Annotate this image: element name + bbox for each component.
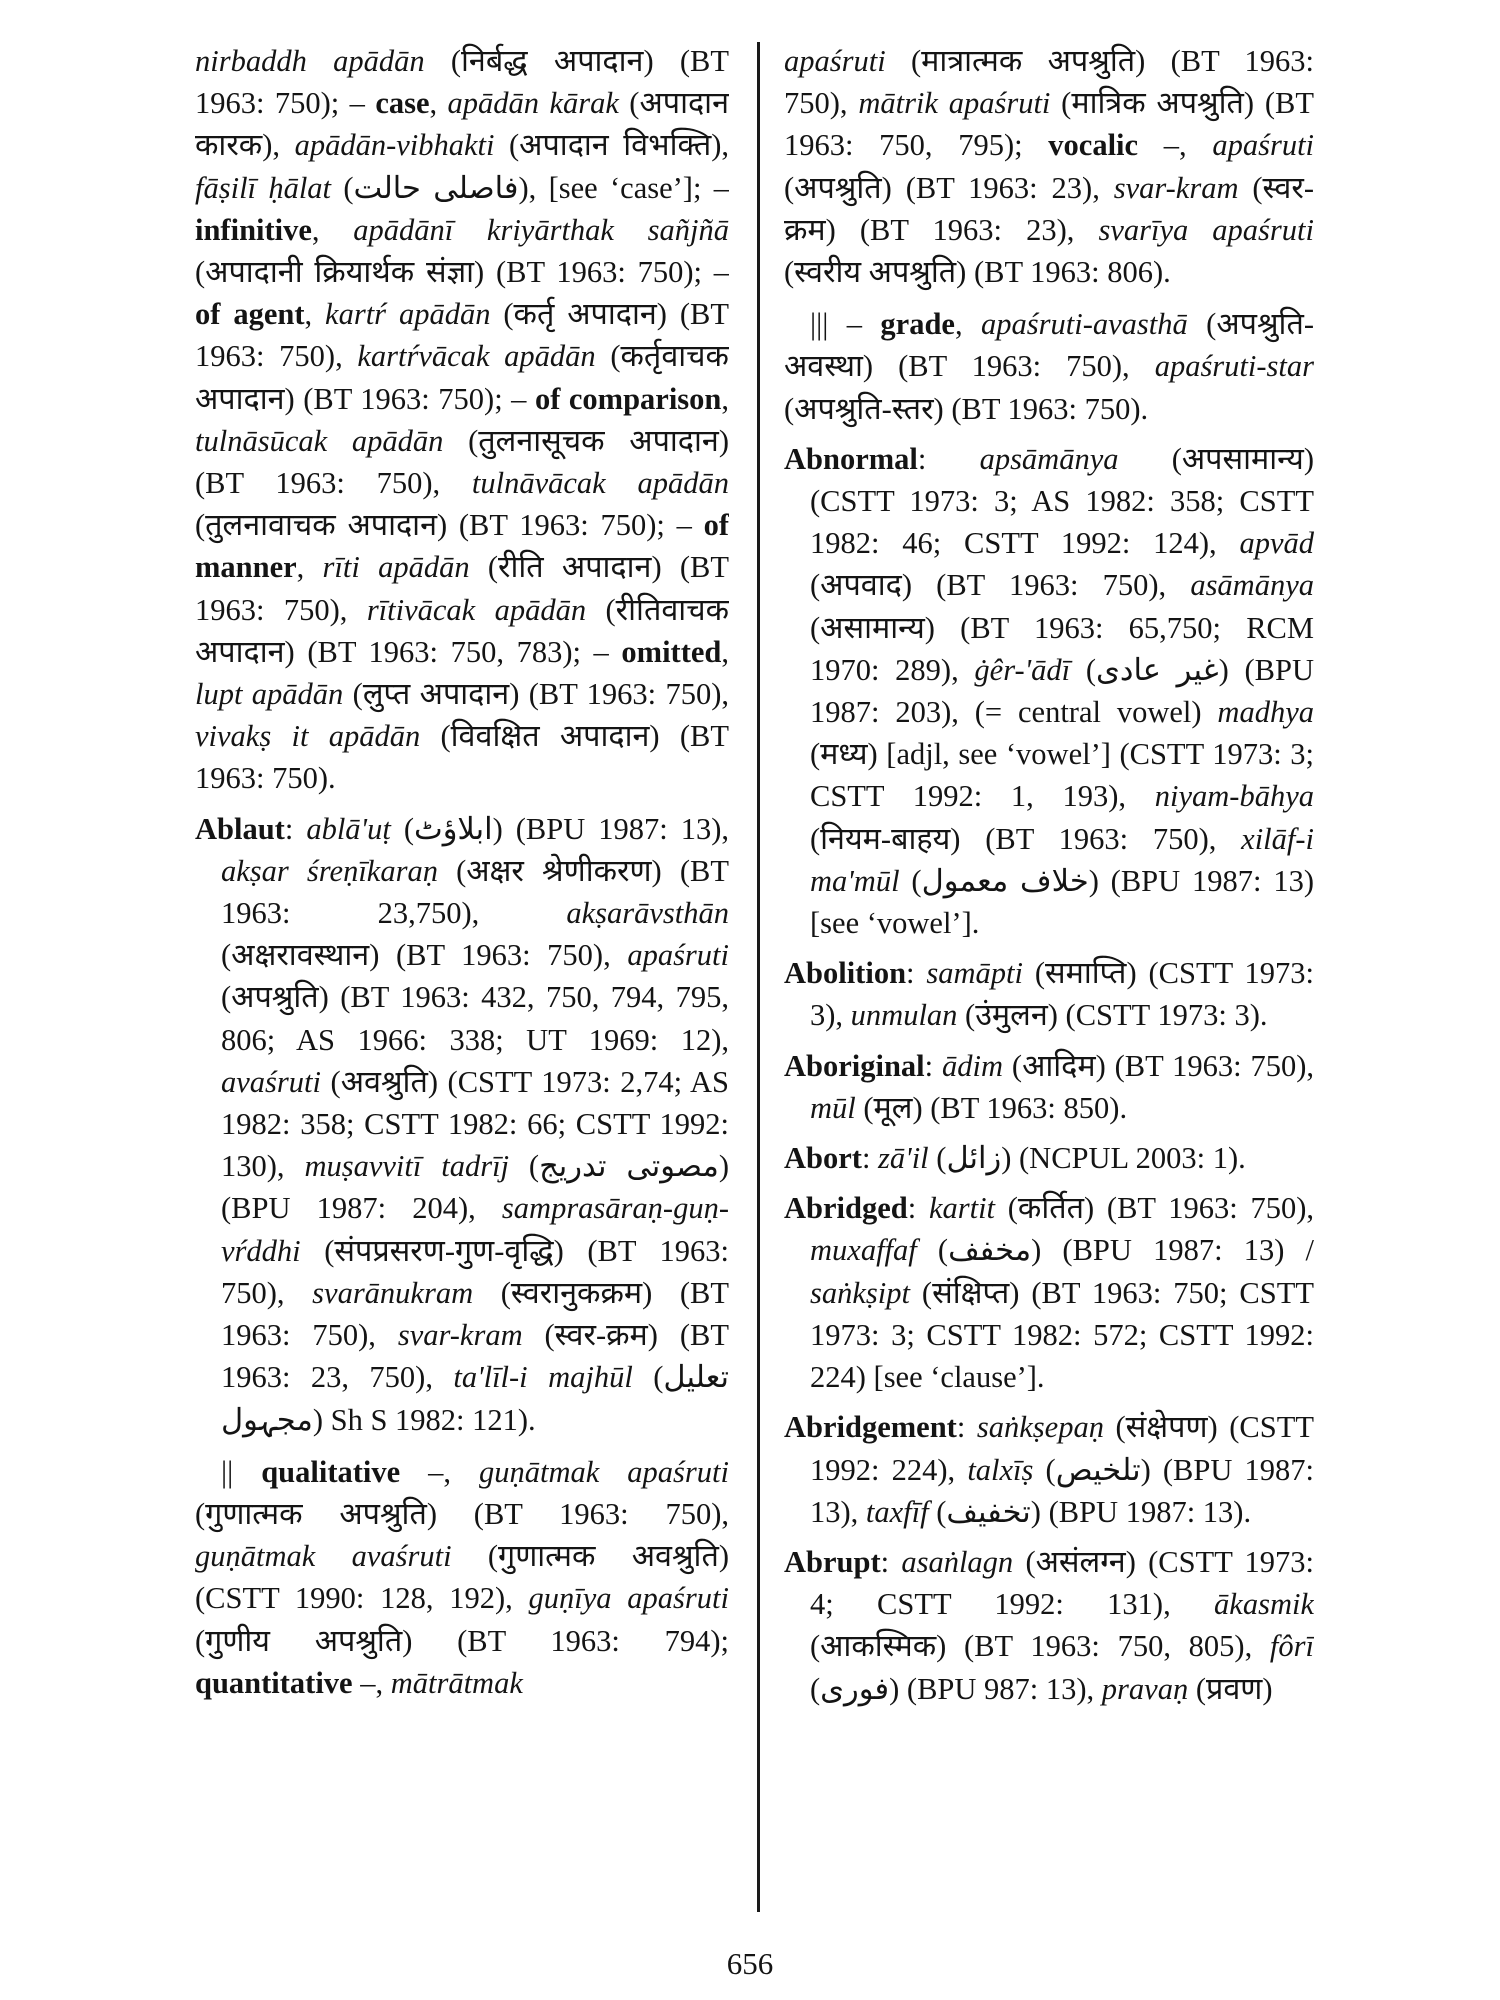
entry-abridged: Abridged: kartit (कर्तित) (BT 1963: 750), muxaffaf (مخفف) (BPU 1987: 13) / saṅkṣipt (संक्षिप्त) (BT 1963: 750; CSTT 1973: 3; CSTT 1982: 572; CSTT 1992: 224) [see ‘clause’]. [784, 1191, 1314, 1395]
entry-continued-apadan: nirbaddh apādān (निर्बद्ध अपादान) (BT 1963: 750); – case, apādān kārak (अपादान कारक), apādān-vibhakti (अपादान विभक्ति), fāṣilī ḥālat (فاصلی حالت), [see ‘case’]; – infinitive, apādānī kriyārthak sañjñā (अपादानी क्रियार्थक संज्ञा) (BT 1963: 750); – of agent, kartŕ apādān (कर्तृ अपादान) (BT 1963: 750), kartŕvācak apādān (कर्तृवाचक अपादान) (BT 1963: 750); – of comparison, tulnāsūcak apādān (तुलनासूचक अपादान) (BT 1963: 750), tulnāvācak apādān (तुलनावाचक अपादान) (BT 1963: 750); – of manner, rīti apādān (रीति अपादान) (BT 1963: 750), rītivācak apādān (रीतिवाचक अपादान) (BT 1963: 750, 783); – omitted, lupt apādān (लुप्त अपादान) (BT 1963: 750), vivakṣ it apādān (विवक्षित अपादान) (BT 1963: 750). [195, 44, 729, 796]
column-divider [757, 42, 760, 1912]
entry-ablaut-grade: ||| – grade, apaśruti-avasthā (अपश्रुति-अवस्था) (BT 1963: 750), apaśruti-star (अपश्रुति-स्तर) (BT 1963: 750). [784, 307, 1314, 426]
entry-abridgement: Abridgement: saṅkṣepaṇ (संक्षेपण) (CSTT 1992: 224), talxīṣ (تلخیص) (BPU 1987: 13), taxfīf (تخفیف) (BPU 1987: 13). [784, 1410, 1314, 1529]
entry-abnormal: Abnormal: apsāmānya (अपसामान्य) (CSTT 1973: 3; AS 1982: 358; CSTT 1982: 46; CSTT 1992: 124), apvād (अपवाद) (BT 1963: 750), asāmānya (असामान्य) (BT 1963: 65,750; RCM 1970: 289), ġêr-'ādī (غیر عادی) (BPU 1987: 203), (= central vowel) madhya (मध्य) [adjl, see ‘vowel’] (CSTT 1973: 3; CSTT 1992: 1, 193), niyam-bāhya (नियम-बाहय) (BT 1963: 750), xilāf-i ma'mūl (خلاف معمول) (BPU 1987: 13) [see ‘vowel’]. [784, 441, 1314, 941]
entry-continued-apasruti: apaśruti (मात्रात्मक अपश्रुति) (BT 1963: 750), mātrik apaśruti (मात्रिक अपश्रुति) (BT 1963: 750, 795); vocalic –, apaśruti (अपश्रुति) (BT 1963: 23), svar-kram (स्वर-क्रम) (BT 1963: 23), svarīya apaśruti (स्वरीय अपश्रुति) (BT 1963: 806). [784, 44, 1314, 290]
entry-ablaut: Ablaut: ablā'uṭ (ابلاؤٹ) (BPU 1987: 13), akṣar śreṇīkaraṇ (अक्षर श्रेणीकरण) (BT 1963: 23,750), akṣarāvsthān (अक्षरावस्थान) (BT 1963: 750), apaśruti (अपश्रुति) (BT 1963: 432, 750, 794, 795, 806; AS 1966: 338; UT 1969: 12), avaśruti (अवश्रुति) (CSTT 1973: 2,74; AS 1982: 358; CSTT 1982: 66; CSTT 1992: 130), muṣavvitī tadrīj (مصوتی تدریج) (BPU 1987: 204), samprasāraṇ-guṇ-vŕddhi (संपप्रसरण-गुण-वृद्धि) (BT 1963: 750), svarānukram (स्वरानुकक्रम) (BT 1963: 750), svar-kram (स्वर-क्रम) (BT 1963: 23, 750), ta'līl-i majhūl (تعلیل مجہول) Sh S 1982: 121). [195, 811, 729, 1437]
right-column [784, 40, 1314, 1920]
left-column [195, 40, 729, 1920]
entry-abrupt: Abrupt: asaṅlagn (असंलग्न) (CSTT 1973: 4; CSTT 1992: 131), ākasmik (आकस्मिक) (BT 1963: 750, 805), fôrī (فوری) (BPU 987: 13), pravaṇ (प्रवण) [784, 1544, 1314, 1706]
entry-abort: Abort: zā'il (زائل) (NCPUL 2003: 1). [784, 1141, 1246, 1176]
entry-abolition: Abolition: samāpti (समाप्ति) (CSTT 1973: 3), unmulan (उंमुलन) (CSTT 1973: 3). [784, 956, 1314, 1033]
entry-aboriginal: Aboriginal: ādim (आदिम) (BT 1963: 750), mūl (मूल) (BT 1963: 850). [784, 1048, 1314, 1125]
entry-ablaut-qualitative: || qualitative –, guṇātmak apaśruti (गुणात्मक अपश्रुति) (BT 1963: 750), guṇātmak avaśruti (गुणात्मक अवश्रुति) (CSTT 1990: 128, 192), guṇīya apaśruti (गुणीय अपश्रुति) (BT 1963: 794); quantitative –, mātrātmak [195, 1454, 729, 1700]
page-number: 656 [726, 1946, 774, 1981]
